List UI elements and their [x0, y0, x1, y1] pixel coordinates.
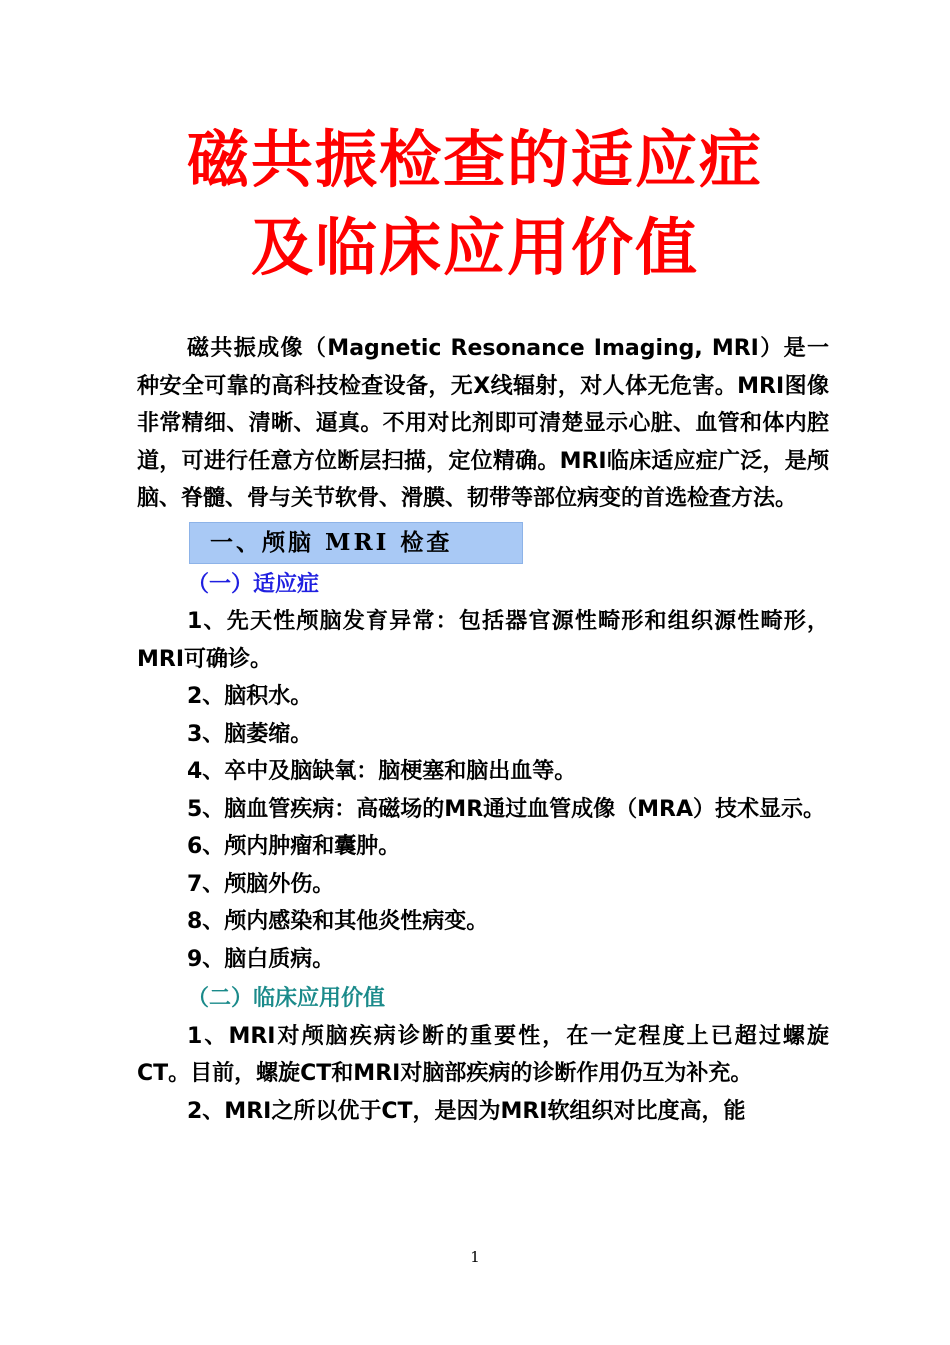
list-item: 4、卒中及脑缺氧：脑梗塞和脑出血等。	[187, 759, 577, 784]
list-item: 2、MRI之所以优于CT，是因为MRI软组织对比度高，能	[187, 1098, 746, 1124]
list-item: 5、脑血管疾病：高磁场的MR通过血管成像（MRA）技术显示。	[187, 796, 826, 822]
list-item: 6、颅内肿瘤和囊肿。	[187, 834, 401, 859]
document-title-line-1: 磁共振检查的适应症	[186, 123, 763, 196]
list-item: 3、脑萎缩。	[187, 721, 313, 747]
list-item: 9、脑白质病。	[187, 946, 335, 972]
list-item: 2、脑积水。	[187, 684, 313, 709]
section-heading-brain-mri: 一、颅脑 MRI 检查	[189, 522, 523, 564]
subsection-heading-clinical-value: （二）临床应用价值	[187, 986, 386, 1011]
document-body	[137, 330, 829, 1130]
page-number: 1	[470, 1248, 480, 1266]
list-item: 7、颅脑外伤。	[187, 871, 335, 897]
list-item: 1、先天性颅脑发育异常：包括器官源性畸形和组织源性畸形，MRI可确诊。	[137, 609, 829, 672]
document-title-line-2: 及临床应用价值	[250, 211, 699, 284]
intro-paragraph: 磁共振成像（Magnetic Resonance Imaging, MRI）是一种安全可靠的高科技检查设备，无X线辐射，对人体无危害。MRI图像非常精细、清晰、逼真。不用对比剂即可清楚显示心脏、血管和体内腔道，可进行任意方位断层扫描，定位精确。MRI临床适应症广泛，是颅脑、脊髓、骨与关节软骨、滑膜、韧带等部位病变的首选检查方法。	[137, 336, 829, 511]
list-item: 1、MRI对颅脑疾病诊断的重要性，在一定程度上已超过螺旋CT。目前，螺旋CT和MRI对脑部疾病的诊断作用仍互为补充。	[137, 1023, 829, 1086]
subsection-heading-indications: （一）适应症	[187, 571, 320, 597]
list-item: 8、颅内感染和其他炎性病变。	[187, 909, 489, 934]
